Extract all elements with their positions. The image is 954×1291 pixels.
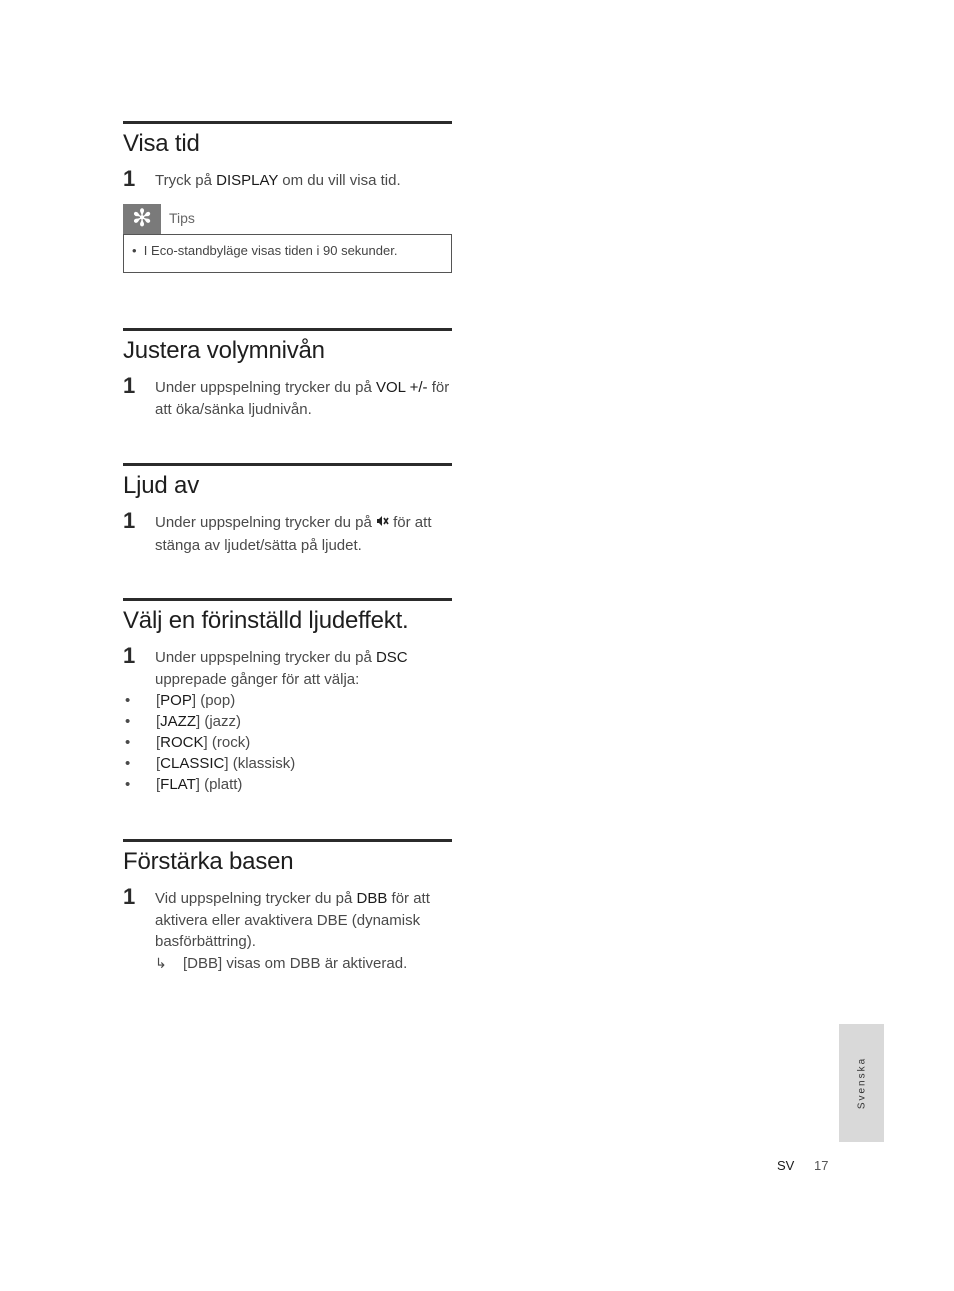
- language-side-tab: [839, 1024, 884, 1142]
- step: [123, 643, 452, 795]
- step: [123, 508, 452, 556]
- step-number: 1: [123, 643, 136, 668]
- list-item: • [POP] (pop): [125, 692, 236, 709]
- step-number: 1: [123, 166, 136, 191]
- step-text: Tryck på DISPLAY om du vill visa tid.: [155, 172, 401, 189]
- mute-icon: [376, 513, 389, 535]
- step-result: [155, 953, 452, 975]
- step-text: Under uppspelning trycker du på DSC upprepade gånger för att välja:: [155, 649, 408, 688]
- step-text: Under uppspelning trycker du på VOL +/- för att öka/sänka ljudnivån.: [155, 379, 450, 418]
- step-number: 1: [123, 508, 136, 533]
- language-tab-label: Svenska: [856, 1056, 867, 1110]
- tips-box: [123, 234, 452, 273]
- tips-text: I Eco-standbyläge visas tiden i 90 sekunder.: [143, 242, 398, 258]
- step-text: Vid uppspelning trycker du på DBB för att aktivera eller avaktivera DBE (dynamisk basförbättring).: [155, 890, 430, 950]
- section-ljud-av: [123, 463, 452, 556]
- tips-label: Tips: [169, 209, 195, 226]
- step-number: 1: [123, 884, 136, 909]
- page-number: 17: [814, 1158, 829, 1173]
- section-heading: Förstärka basen: [123, 848, 294, 875]
- step: [123, 166, 452, 192]
- tips-bullet: •: [132, 242, 137, 258]
- step-number: 1: [123, 373, 136, 398]
- list-item: • [FLAT] (platt): [125, 776, 243, 793]
- list-item: • [CLASSIC] (klassisk): [125, 755, 296, 772]
- key-vol: VOL +/-: [375, 379, 428, 396]
- asterisk-icon: ✻: [123, 204, 161, 234]
- step: [123, 373, 452, 420]
- result-text: [DBB] visas om DBB är aktiverad.: [183, 954, 408, 972]
- section-heading: Ljud av: [123, 472, 199, 499]
- section-visa-tid: [123, 121, 452, 273]
- step: [123, 884, 452, 974]
- list-item: • [JAZZ] (jazz): [125, 713, 242, 730]
- section-heading: Visa tid: [123, 130, 200, 157]
- section-heading: Välj en förinställd ljudeffekt.: [123, 607, 409, 634]
- list-item: • [ROCK] (rock): [125, 734, 251, 751]
- footer-language: SV: [777, 1158, 795, 1173]
- section-forstarka: [123, 839, 452, 974]
- result-arrow-icon: ↳: [155, 954, 167, 971]
- step-text: Under uppspelning trycker du på för att stänga av ljudet/sätta på ljudet.: [155, 514, 432, 554]
- section-heading: Justera volymnivån: [123, 337, 325, 364]
- section-valj: [123, 598, 452, 795]
- key-dsc: DSC: [375, 649, 408, 666]
- key-dbb: DBB: [356, 890, 388, 907]
- section-justera: [123, 328, 452, 420]
- key-display: DISPLAY: [216, 172, 279, 189]
- options-list: [123, 690, 452, 795]
- tips-header: [123, 204, 452, 234]
